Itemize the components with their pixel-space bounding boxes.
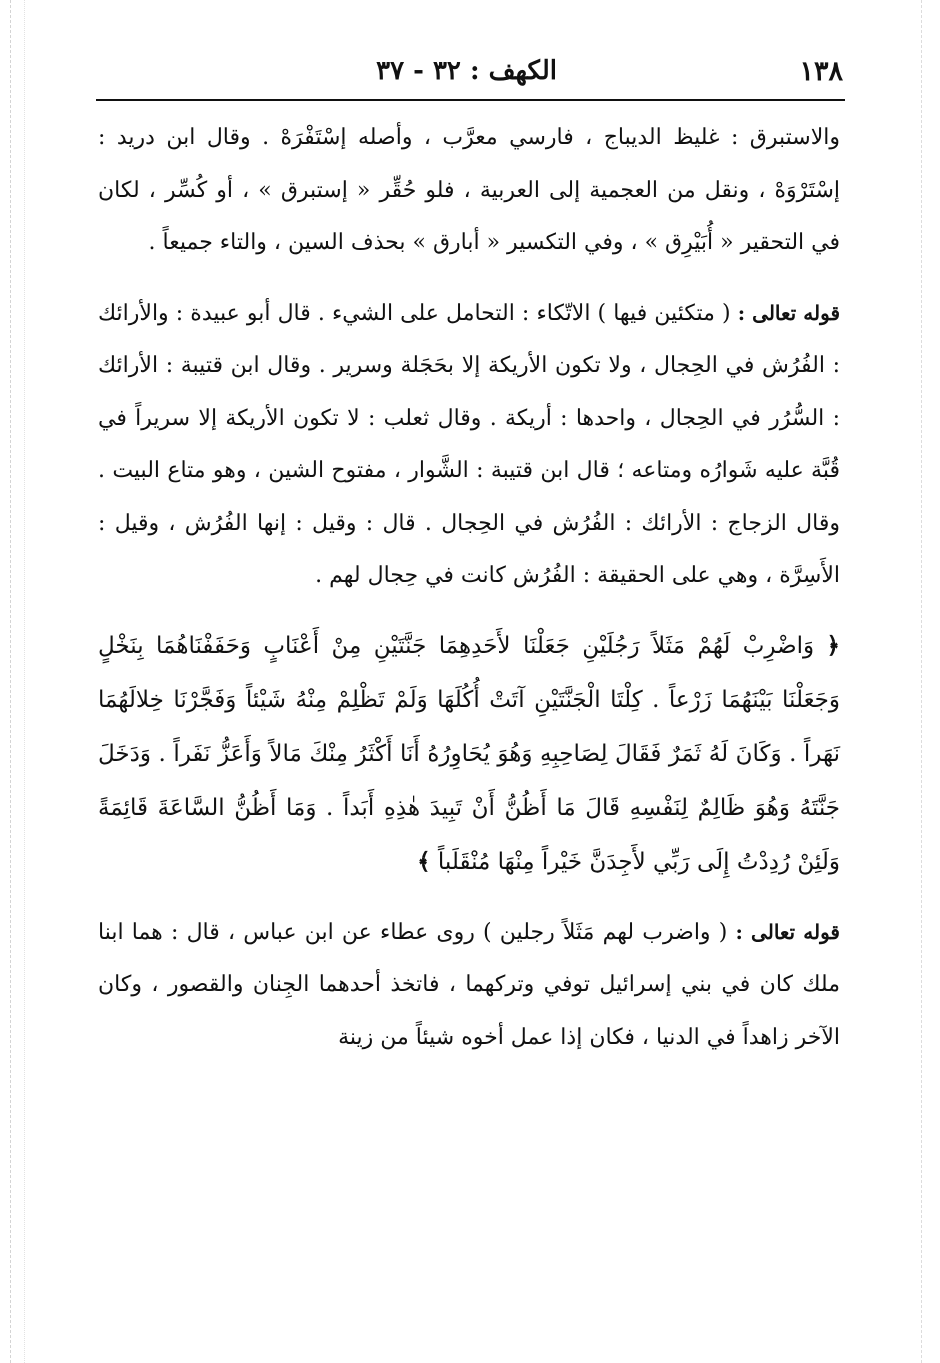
- paragraph-text: والاستبرق : غليظ الديباج ، فارسي معرَّب ، وأصله إسْتَفْرَهْ . وقال ابن دريد : إسْتَرْوَهْ ، ونقل من العجمية إلى العربية ، فلو حُقِّر « إستبرق » ، أو كُسِّر ، لكان في التحقير « أُبَيْرِق » ، وفي التكسير « أبارق » بحذف السين ، والتاء جميعاً .: [98, 125, 840, 255]
- scan-edge-left-inner: [24, 0, 25, 1363]
- verse-text: وَاضْرِبْ لَهُمْ مَثَلاً رَجُلَيْنِ جَعَلْنَا لأَحَدِهِمَا جَنَّتَيْنِ مِنْ أَعْنَابٍ وَحَفَفْنَاهُمَا بِنَخْلٍ وَجَعَلْنَا بَيْنَهُمَا زَرْعاً . كِلْتَا الْجَنَّتَيْنِ آتَتْ أُكُلَهَا وَلَمْ تَظْلِمْ مِنْهُ شَيْئاً وَفَجَّرْنَا خِلالَهُمَا نَهَراً . وَكَانَ لَهُ ثَمَرٌ فَقَالَ لِصَاحِبِهِ وَهُوَ يُحَاوِرُهُ أَنَا أَكْثَرُ مِنْكَ مَالاً وَأَعَزُّ نَفَراً . وَدَخَلَ جَنَّتَهُ وَهُوَ ظَالِمٌ لِنَفْسِهِ قَالَ مَا أَظُنُّ أَنْ تَبِيدَ هٰذِهِ أَبَداً . وَمَا أَظُنُّ السَّاعَةَ قَائِمَةً وَلَئِنْ رُدِدْتُ إِلَى رَبِّي لأَجِدَنَّ خَيْراً مِنْهَا مُنْقَلَباً: [98, 632, 840, 875]
- page-body: [98, 112, 840, 1064]
- scan-edge-right: [921, 0, 922, 1363]
- paragraph-text: ( متكئين فيها ) الاتّكاء : التحامل على الشيء . قال أبو عبيدة : والأرائك : الفُرُش في الحِجال ، ولا تكون الأريكة إلا بحَجَلة وسرير . وقال ابن قتيبة : الأرائك : السُّرُر في الحِجال ، واحدها : أريكة . وقال ثعلب : لا تكون الأريكة إلا سريراً في قُبَّة عليه شَوارُه ومتاعه ؛ قال ابن قتيبة : الشَّوار ، مفتوح الشين ، وهو متاع البيت . وقال الزجاج : الأرائك : الفُرُش في الحِجال . قال : وقيل : إنها الفُرُش ، وقيل : الأَسِرَّة ، وهي على الحقيقة : الفُرُش كانت في حِجال لهم .: [98, 300, 840, 588]
- paragraph-text: ( واضرب لهم مَثَلاً رجلين ) روى عطاء عن ابن عباس ، قال : هما ابنا ملك كان في بني إسرائيل توفي وتركهما ، فاتخذ أحدهما الجِنان والقصور ، وكان الآخر زاهداً في الدنيا ، فكان إذا عمل أخوه شيئاً من زينة: [98, 919, 840, 1050]
- running-title: الكهف : ٣٢ - ٣٧: [376, 56, 557, 86]
- paragraph-lead: قوله تعالى :: [737, 300, 841, 325]
- page-number: ١٣٨: [799, 56, 843, 87]
- quran-verse-block: [98, 619, 840, 889]
- paragraph-wadrib: [98, 906, 840, 1065]
- header-rule: [96, 99, 845, 101]
- paragraph-muttakiin: [98, 287, 840, 603]
- page-header: [96, 52, 845, 98]
- verse-close-bracket: ﴾: [417, 847, 431, 875]
- paragraph-istabraq: [98, 112, 840, 270]
- scan-edge-left: [10, 0, 11, 1363]
- verse-open-bracket: ﴿: [826, 631, 840, 659]
- paragraph-lead: قوله تعالى :: [735, 919, 840, 944]
